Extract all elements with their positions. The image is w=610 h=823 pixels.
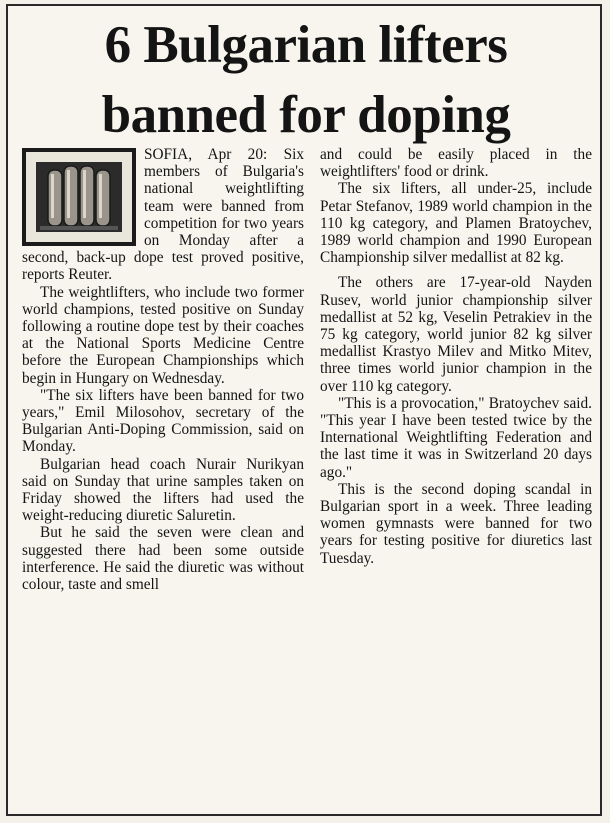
paragraph: "This is a provocation," Bratoychev said. "This year I have been tested twice by the International Weightlifting Federation and the last time it was in Switzerland 20 days ago." <box>320 394 592 481</box>
paragraph-text: Six members of Bulgaria's national weightlifting team were banned from competition for two years on Monday after a second, back-up dope test proved positive, reports Reuter. <box>22 146 304 284</box>
paragraph: "The six lifters have been banned for two years," Emil Milosohov, secretary of the Bulgarian Anti-Doping Commission, said on Monday. <box>22 386 304 456</box>
sample-vials-icon <box>22 148 136 246</box>
paragraph: and could be easily placed in the weightlifters' food or drink. <box>320 146 592 181</box>
column-right <box>320 146 592 567</box>
headline-line-1: 6 Bulgarian lifters <box>104 16 508 74</box>
paragraph: The six lifters, all under-25, include Petar Stefanov, 1989 world champion in the 110 kg category, and Plamen Bratoychev, 1989 world champion and 1990 European Championship silver medallist at 82 kg. <box>320 180 592 267</box>
headline-line-2: banned for doping <box>101 86 511 144</box>
paragraph: This is the second doping scandal in Bulgarian sport in a week. Three leading women gymnasts were banned for two years for testing positive for diuretics last Tuesday. <box>320 480 592 567</box>
column-left <box>22 146 304 593</box>
paragraph: The weightlifters, who include two former world champions, tested positive on Sunday following a routine dope test by their coaches at the National Sports Medicine Centre before the European Championships which begin in Hungary on Wednesday. <box>22 283 304 387</box>
paragraph: But he said the seven were clean and suggested there had been some outside interference. He said the diuretic was without colour, taste and smell <box>22 524 304 594</box>
newspaper-clipping <box>6 4 602 816</box>
paragraph: The others are 17-year-old Nayden Rusev, world junior championship silver medallist at 52 kg, Veselin Petrakiev in the 75 kg category, world junior 82 kg silver medallist Krastyo Milev and Mitko Mitev, three times world junior champion in the over 110 kg category. <box>320 274 592 395</box>
paragraph: Bulgarian head coach Nurair Nurikyan said on Sunday that urine samples taken on Friday showed the lifters had used the weight-reducing diuretic Saluretin. <box>22 455 304 525</box>
dateline: SOFIA, Apr 20: <box>144 146 268 163</box>
headline <box>8 10 604 150</box>
